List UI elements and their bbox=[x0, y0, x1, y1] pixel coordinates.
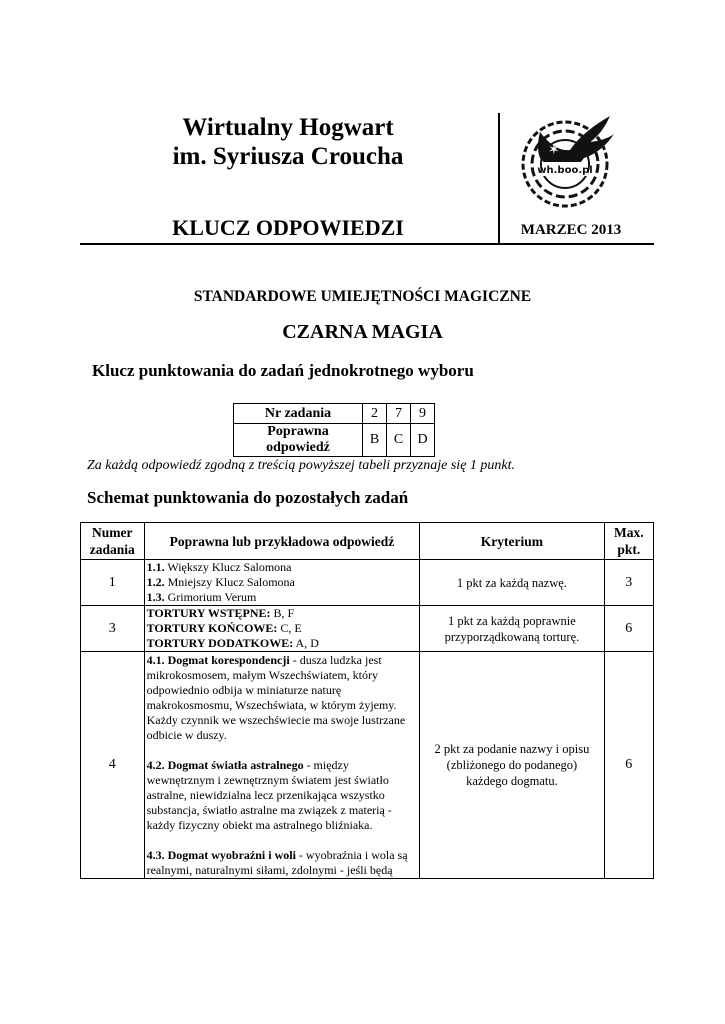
task-number: 4 bbox=[81, 652, 145, 879]
section2-title: Schemat punktowania do pozostałych zadań bbox=[87, 488, 409, 507]
header-task-number: Numer zadania bbox=[81, 523, 145, 560]
school-logo bbox=[510, 112, 620, 212]
exam-subject: CZARNA MAGIA bbox=[282, 321, 443, 343]
header-answer: Poprawna lub przykładowa odpowiedź bbox=[144, 523, 420, 560]
criterion-cell: 1 pkt za każdą poprawnie przyporządkowaną torturę. bbox=[420, 606, 604, 652]
task-number: 2 bbox=[363, 404, 387, 424]
task-number: 7 bbox=[387, 404, 411, 424]
scoring-scheme-table bbox=[80, 522, 654, 879]
header-max-points: Max. pkt. bbox=[604, 523, 653, 560]
exam-name: STANDARDOWE UMIEJĘTNOŚCI MAGICZNE bbox=[193, 288, 532, 305]
single-choice-key-table bbox=[233, 403, 435, 457]
correct-answer: C bbox=[387, 424, 411, 457]
answer-cell: 1.1. Większy Klucz Salomona 1.2. Mniejszy Klucz Salomona 1.3. Grimorium Verum bbox=[144, 560, 420, 606]
header-divider-vertical bbox=[498, 113, 500, 243]
max-points: 6 bbox=[604, 606, 653, 652]
header-criterion: Kryterium bbox=[420, 523, 604, 560]
header-divider-horizontal bbox=[80, 243, 654, 245]
logo-star-icon: ✶ bbox=[548, 142, 560, 158]
correct-answer: B bbox=[363, 424, 387, 457]
table-row bbox=[81, 652, 654, 879]
correct-answer: D bbox=[411, 424, 435, 457]
table-header-row bbox=[81, 523, 654, 560]
task-number: 1 bbox=[81, 560, 145, 606]
table-row bbox=[81, 606, 654, 652]
table-row bbox=[234, 424, 435, 457]
row-answer-label: Poprawna odpowiedź bbox=[234, 424, 363, 457]
max-points: 6 bbox=[604, 652, 653, 879]
section1-title: Klucz punktowania do zadań jednokrotnego wyboru bbox=[92, 361, 474, 380]
document-title: KLUCZ ODPOWIEDZI bbox=[172, 215, 404, 240]
criterion-cell: 2 pkt za podanie nazwy i opisu (zbliżonego do podanego) każdego dogmatu. bbox=[420, 652, 604, 879]
table-row bbox=[234, 404, 435, 424]
answer-cell: 4.1. Dogmat korespondencji - dusza ludzka jest mikrokosmosem, małym Wszechświatem, który odpowiednio odbija w miniaturze naturę makrokosmosmu, Wszechświata, w którym żyjemy. Każdy czynnik we wszechświecie ma swoje lustrzane odbicie w duszy. 4.2. Dogmat światła astralnego - między wewnętrznym i zewnętrznym światem jest światło astralne, niewidzialna lecz przenikająca wszystko substancja, światło astralne ma związek z materią - każdy fizyczny obiekt ma astralnego bliźniaka. 4.3. Dogmat wyobraźni i woli - wyobraźnia i wola są realnymi, naturalnymi siłami, zdolnymi - jeśli będą bbox=[144, 652, 420, 879]
max-points: 3 bbox=[604, 560, 653, 606]
criterion-cell: 1 pkt za każdą nazwę. bbox=[420, 560, 604, 606]
table-row bbox=[81, 560, 654, 606]
exam-date: MARZEC 2013 bbox=[520, 222, 622, 238]
scoring-note: Za każdą odpowiedź zgodną z treścią powyższej tabeli przyznaje się 1 punkt. bbox=[87, 458, 516, 473]
answer-cell: TORTURY WSTĘPNE: B, F TORTURY KOŃCOWE: C, E TORTURY DODATKOWE: A, D bbox=[144, 606, 420, 652]
school-name: Wirtualny Hogwart bbox=[182, 114, 394, 141]
logo-text: wh.boo.pl bbox=[537, 165, 593, 176]
task-number: 9 bbox=[411, 404, 435, 424]
row-header-label: Nr zadania bbox=[234, 404, 363, 424]
school-patron: im. Syriusza Croucha bbox=[172, 143, 404, 170]
task-number: 3 bbox=[81, 606, 145, 652]
